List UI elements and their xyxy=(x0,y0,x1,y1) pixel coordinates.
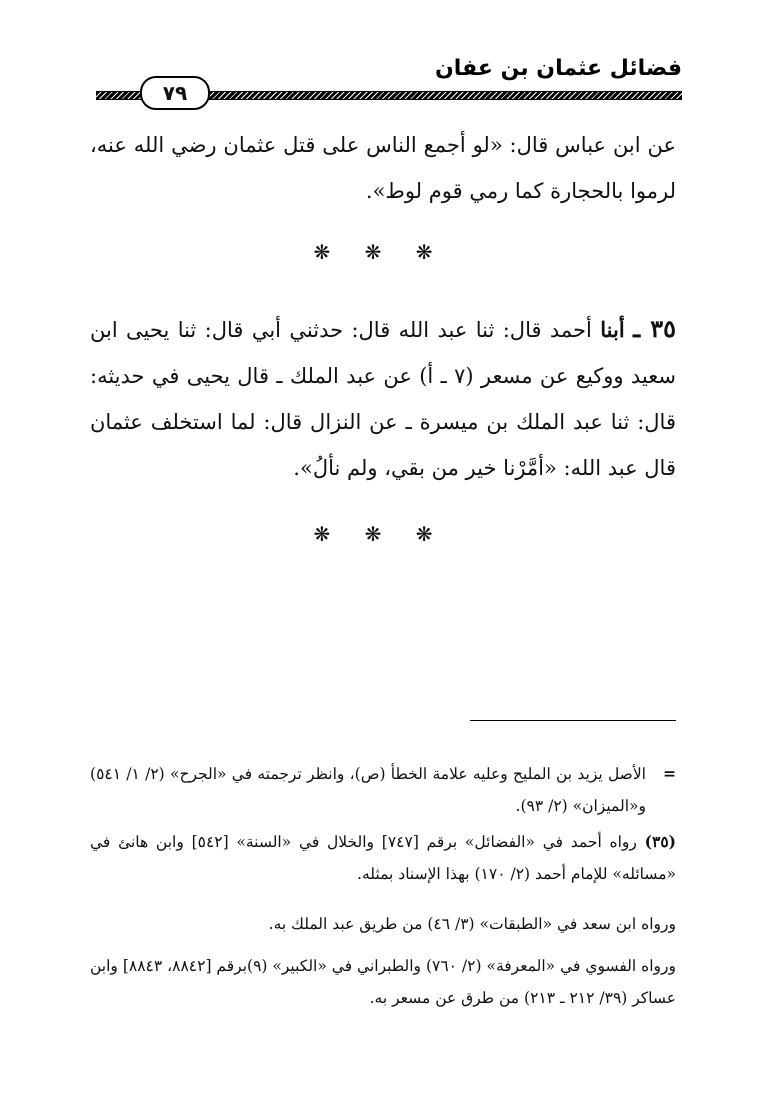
paragraph-hadith-35 xyxy=(90,306,676,491)
footnote-35 xyxy=(90,826,676,890)
running-title: فضائل عثمان بن عفان xyxy=(435,56,682,81)
footnote-number: (٣٥) xyxy=(644,832,676,851)
footnote-text: رواه أحمد في «الفضائل» برقم [٧٤٧] والخلال في «السنة» [٥٤٢] وابن هانئ في «مسائله» للإمام أحمد (٢/ ١٧٠) بهذا الإسناد بمثله. xyxy=(90,833,676,883)
footnote-rule xyxy=(470,720,676,721)
footnote-marker: = xyxy=(663,764,676,783)
footnote-text: الأصل يزيد بن المليح وعليه علامة الخطأ (ص)، وانظر ترجمته في «الجرح» (٢/ ١/ ٥٤١) و«الميزان» (٢/ ٩٣). xyxy=(90,765,646,815)
hadith-lead-word: أبنا xyxy=(600,317,625,342)
page-number: ٧٩ xyxy=(140,76,210,110)
hadith-text: أحمد قال: ثنا عبد الله قال: حدثني أبي قال: ثنا يحيى ابن سعيد ووكيع عن مسعر (٧ ـ أ) عن عبد الملك ـ قال يحيى في حديثه: قال: ثنا عبد الملك بن ميسرة ـ عن النزال قال: لما استخلف عثمان قال عبد الله: «أمَّرْنا خير من بقي، ولم نألُ». xyxy=(90,318,676,480)
page-header xyxy=(0,0,760,110)
hadith-number: ٣٥ ـ xyxy=(633,314,676,343)
section-separator: ❋ ❋ ❋ xyxy=(313,240,447,264)
footnote-fasawi: ورواه الفسوي في «المعرفة» (٢/ ٧٦٠) والطبراني في «الكبير» (٩)برقم [٨٨٤٢، ٨٨٤٣] وابن عساكر (٣٩/ ٢١٢ ـ ٢١٣) من طرق عن مسعر به. xyxy=(90,957,676,1007)
footnote-ibn-saad: ورواه ابن سعد في «الطبقات» (٣/ ٤٦) من طريق عبد الملك به. xyxy=(268,915,676,933)
section-separator-2: ❋ ❋ ❋ xyxy=(313,522,447,546)
footnote-continued xyxy=(90,758,676,822)
paragraph-ibn-abbas: عن ابن عباس قال: «لو أجمع الناس على قتل عثمان رضي الله عنه، لرموا بالحجارة كما رمي قوم لوط». xyxy=(90,133,676,203)
